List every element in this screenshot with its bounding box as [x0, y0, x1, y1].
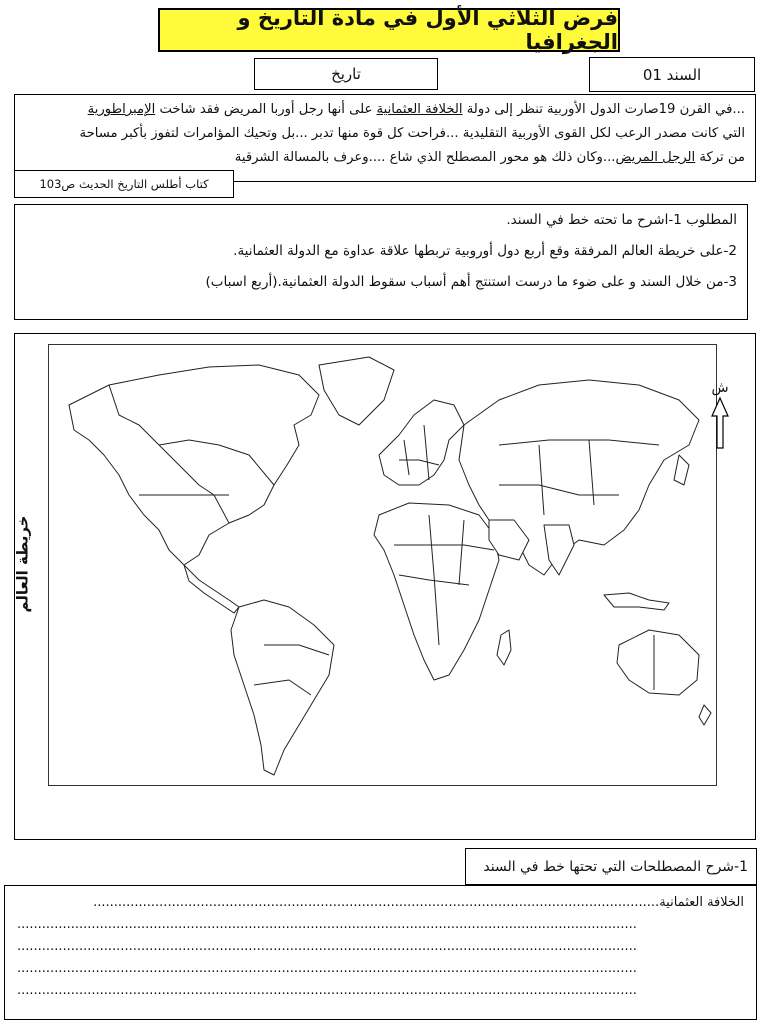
excerpt-text: ...وكان ذلك هو محور المصطلح الذي شاع ....وعرف بالمسالة الشرقية: [234, 150, 616, 165]
excerpt-text: ...في القرن 19صارت الدول الأوربية تنظر إلى دولة: [462, 102, 745, 117]
task-2: 2-على خريطة العالم المرفقة وقع أربع دول أوروبية تربطها علاقة عداوة مع الدولة العثمانية.: [233, 243, 737, 259]
document-excerpt: [14, 94, 756, 182]
answer-dots: .........................................................................................................................................: [93, 895, 660, 910]
map-title: [7, 504, 37, 624]
world-map-outline: [49, 345, 718, 787]
question-1-heading: [465, 848, 757, 885]
source-text: كتاب أطلس التاريخ الحديث ص103: [39, 177, 209, 191]
question-1-text: 1-شرح المصطلحات التي تحتها خط في السند: [483, 858, 748, 875]
exam-title: [158, 8, 620, 52]
answer-area[interactable]: [4, 885, 757, 1020]
task-3: 3-من خلال السند و على ضوء ما درست استنتج أهم أسباب سقوط الدولة العثمانية.(أربع اسباب): [205, 274, 737, 290]
task-1: المطلوب 1-اشرح ما تحته خط في السند.: [506, 212, 737, 228]
term-ottoman-caliphate: الخلافة العثمانية: [659, 895, 744, 910]
world-map[interactable]: [48, 344, 717, 786]
underlined-term-ottoman-caliphate: الخلافة العثمانية: [376, 102, 463, 117]
excerpt-text: على أنها رجل أوربا المريض فقد شاخت: [155, 102, 377, 117]
north-label: ش: [711, 380, 729, 396]
excerpt-text: من تركة: [695, 150, 745, 165]
document-label: [589, 57, 755, 92]
north-indicator: [705, 380, 735, 460]
excerpt-line-3: [25, 146, 745, 170]
world-map-frame: [14, 333, 756, 840]
answer-line-4[interactable]: ......................................................................................................................................................: [17, 961, 637, 976]
tasks-box: [14, 204, 748, 320]
answer-line-1[interactable]: [17, 892, 744, 914]
map-title-text: خريطة العالم: [12, 515, 31, 613]
document-label-text: السند 01: [642, 65, 702, 84]
north-arrow-icon: [710, 396, 730, 451]
answer-line-5[interactable]: ......................................................................................................................................................: [17, 983, 637, 998]
subject-label: [254, 58, 438, 90]
underlined-term-sick-man: الرجل المريض: [615, 150, 696, 165]
underlined-term-empire: الإمبراطورية: [87, 102, 156, 117]
subject-text: تاريخ: [331, 65, 361, 83]
exam-title-text: فرض الثلاثي الأول في مادة التاريخ و الجغرافيا: [237, 6, 618, 54]
answer-line-2[interactable]: ......................................................................................................................................................: [17, 917, 637, 932]
excerpt-line-1: [25, 98, 745, 122]
source-citation: [14, 170, 234, 198]
answer-line-3[interactable]: ......................................................................................................................................................: [17, 939, 637, 954]
excerpt-line-2: التي كانت مصدر الرعب لكل القوى الأوربية التقليدية ...فراحت كل قوة منها تدبر ...بل وتحيك المؤامرات لتفوز بأكبر مساحة: [79, 126, 745, 141]
